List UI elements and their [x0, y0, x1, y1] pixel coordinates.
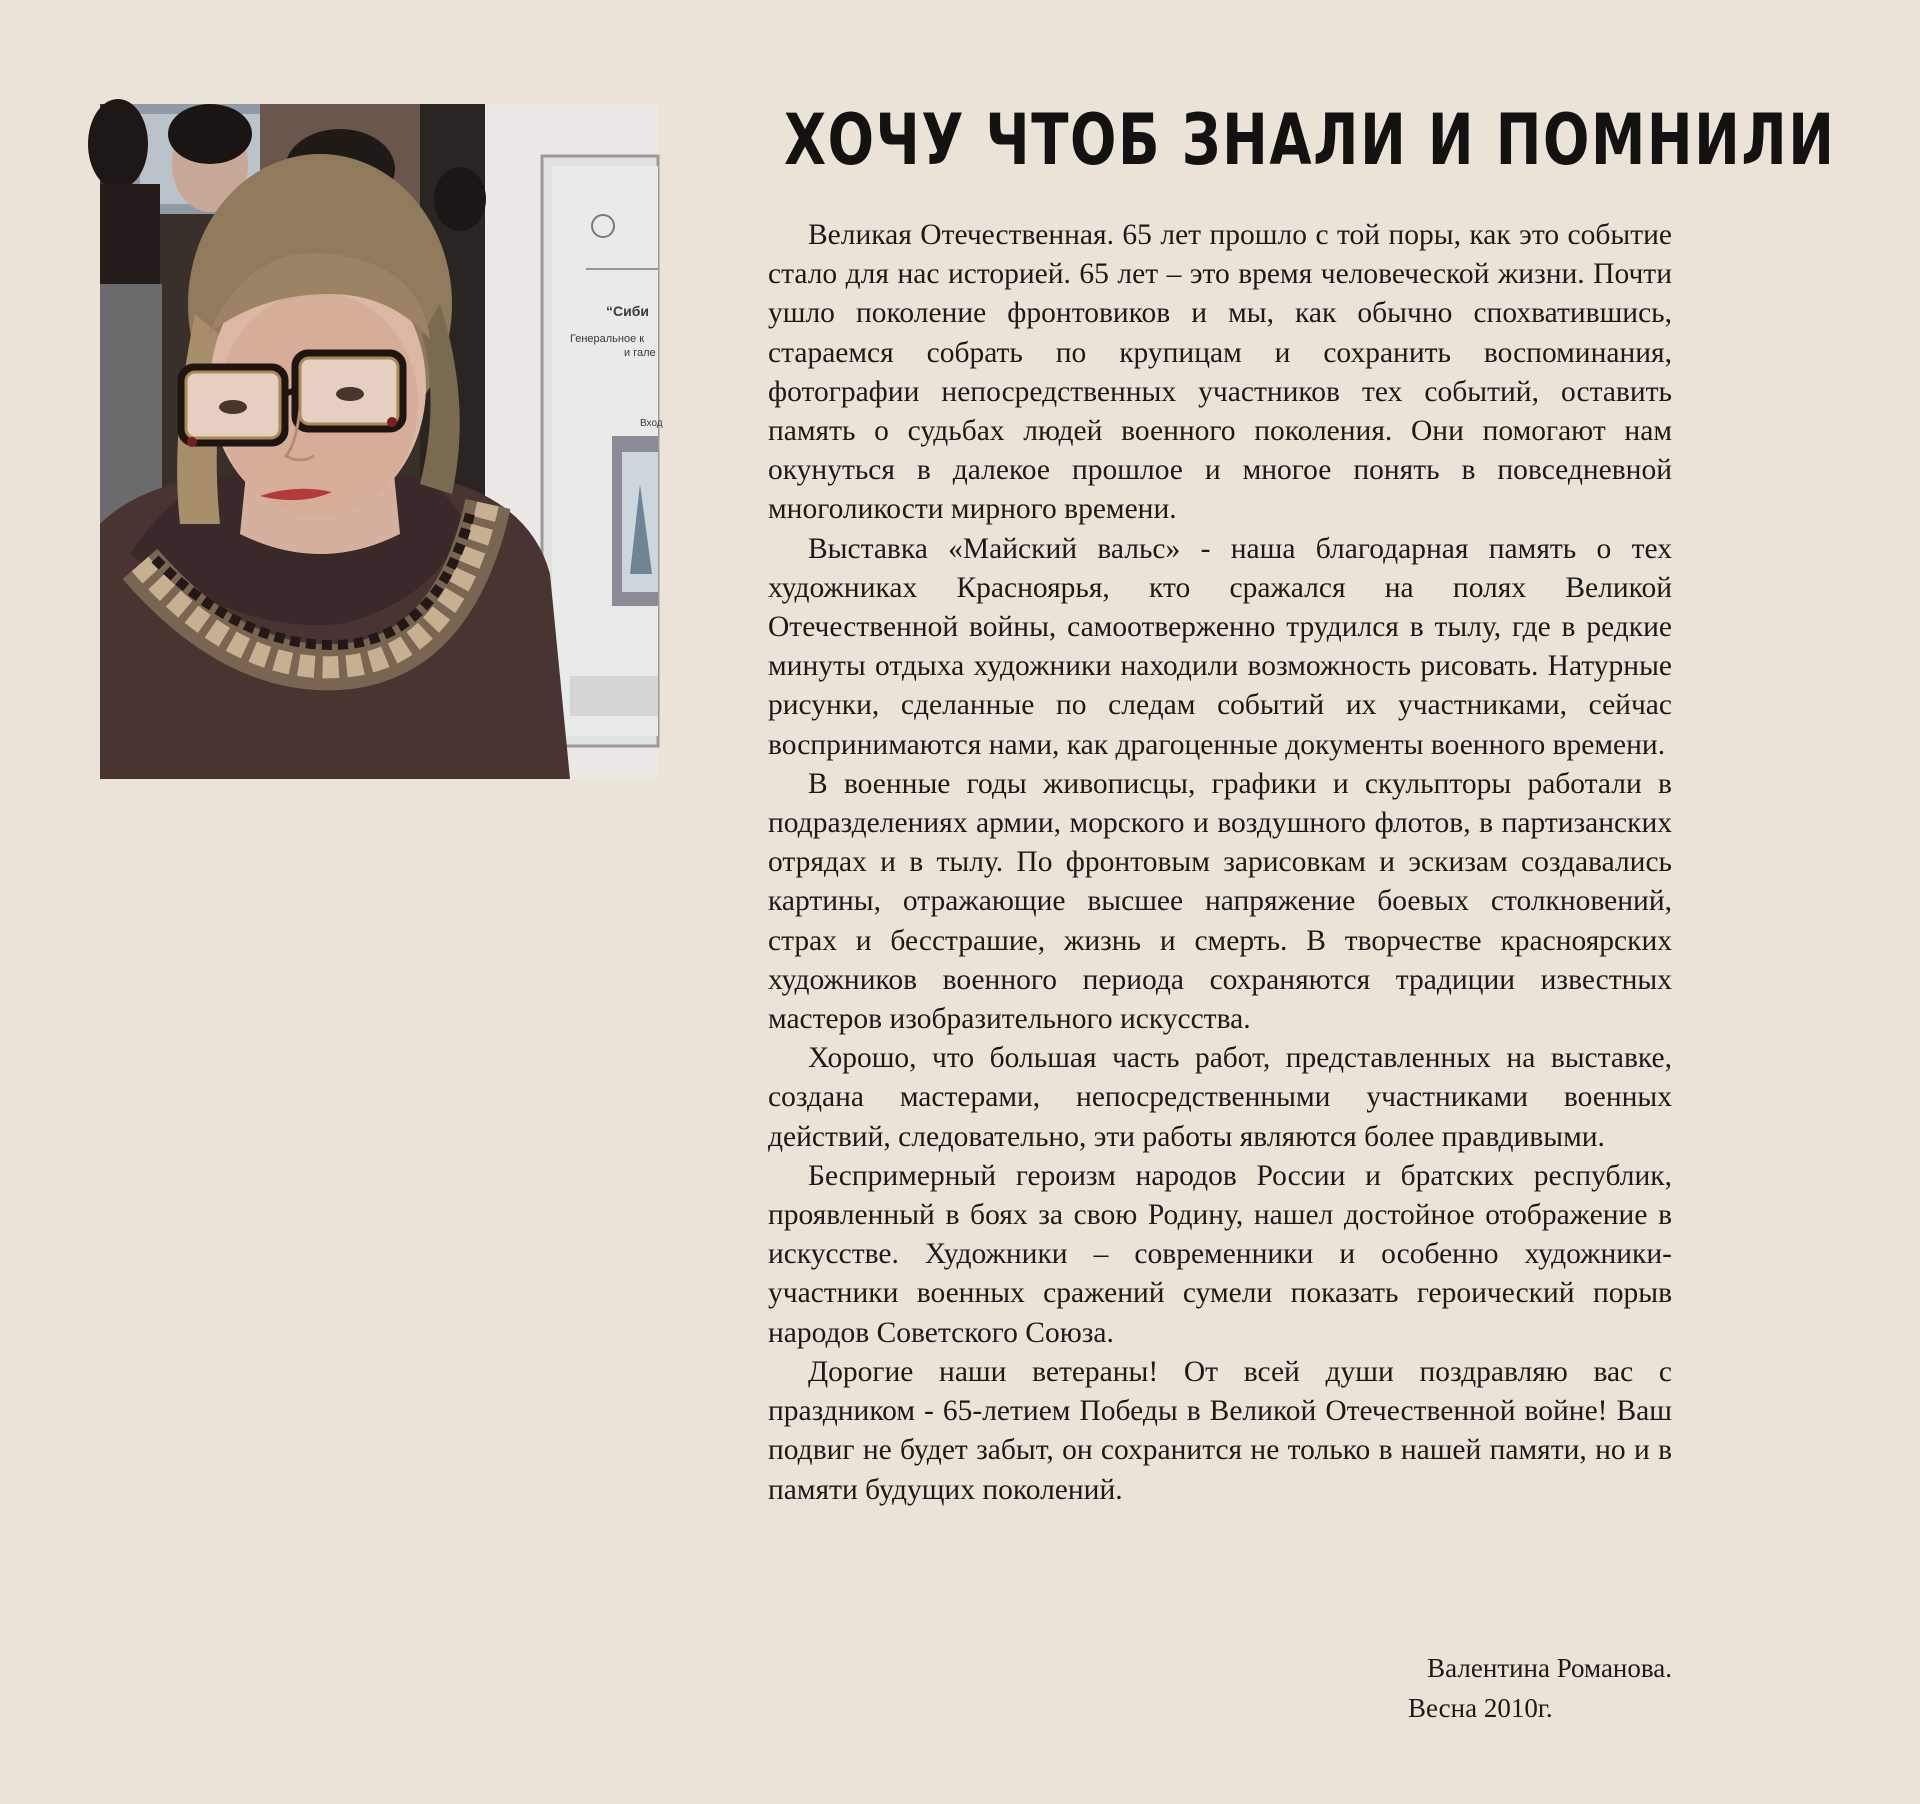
paragraph: В военные годы живописцы, графики и скульпторы работали в подразделениях армии, морского и воздушного флотов, в партизанских отрядах и в тылу. По фронтовым зарисовкам и эскизам создавались картины, отражающие высшее напряжение боевых столкновений, страх и бесстрашие, жизнь и смерть. В творчестве красноярских художников военного периода сохраняются традиции известных мастеров изобразительного искусства.	[768, 767, 1672, 1036]
author-name: Валентина Романова.	[1427, 1653, 1672, 1683]
poster-text-1: “Сиби	[606, 303, 649, 319]
poster-text-2: Генеральное к	[570, 333, 645, 345]
author-portrait-photo	[100, 104, 663, 779]
article-body	[768, 216, 1672, 1510]
paragraph: Выставка «Майский вальс» - наша благодарная память о тех художниках Красноярья, кто сражался на полях Великой Отечественной войны, самоотверженно трудился в тылу, где в редкие минуты отдыха художники находили возможность рисовать. Натурные рисунки, сделанные по следам событий их участниками, сейчас воспринимаются нами, как драгоценные документы военного времени.	[768, 532, 1672, 761]
paragraph: Хорошо, что большая часть работ, представленных на выставке, создана мастерами, непосредственными участниками военных действий, следовательно, эти работы являются более правдивыми.	[768, 1042, 1672, 1153]
poster-text-4: Вход	[640, 418, 663, 429]
paragraph: Беспримерный героизм народов России и братских республик, проявленный в боях за свою Родину, нашел достойное отображение в искусстве. Художники – современники и особенно художники-участники военных сражений сумели показать героический порыв народов Советского Союза.	[768, 1159, 1672, 1349]
signature-block	[1400, 1648, 1672, 1728]
paragraph: Дорогие наши ветераны! От всей души поздравляю вас с праздником - 65-летием Победы в Великой Отечественной войне! Ваш подвиг не будет забыт, он сохранится не только в нашей памяти, но и в памяти будущих поколений.	[768, 1355, 1672, 1506]
page-title: ХОЧУ ЧТОБ ЗНАЛИ И ПОМНИЛИ	[784, 99, 1836, 181]
paragraph: Великая Отечественная. 65 лет прошло с той поры, как это событие стало для нас историей. 65 лет – это время человеческой жизни. Почти ушло поколение фронтовиков и мы, как обычно спохватившись, стараемся собрать по крупицам и сохранить воспоминания, фотографии непосредственных участников тех событий, оставить память о судьбах людей военного поколения. Они помогают нам окунуться в далекое прошлое и многое понять в повседневной многоликости мирного времени.	[768, 219, 1672, 526]
poster-text-3: и гале	[624, 347, 656, 359]
signature-date: Весна 2010г.	[1408, 1693, 1553, 1723]
